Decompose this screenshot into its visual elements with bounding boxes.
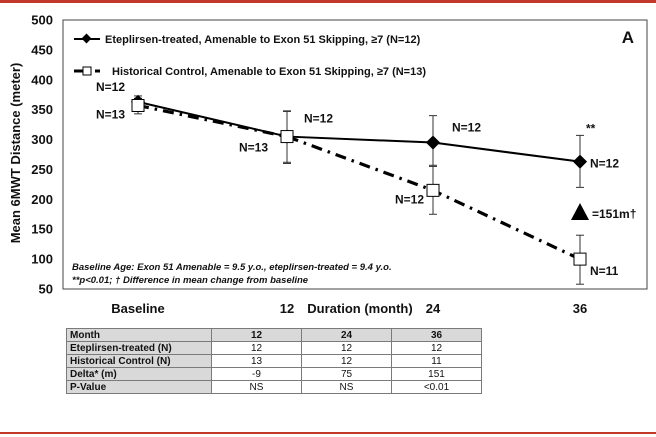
x-tick-label: 12 (279, 301, 295, 316)
eteplirsen-series-line (138, 102, 580, 162)
control-point (132, 99, 144, 111)
table-row-label: Eteplirsen-treated (N) (67, 342, 212, 355)
x-tick-label: 36 (572, 301, 588, 316)
y-axis-title: Mean 6MWT Distance (meter) (8, 62, 23, 244)
eteplirsen-n-label: N=12 (304, 111, 334, 126)
table-cell: 12 (302, 342, 392, 355)
table-cell: NS (212, 381, 302, 394)
table-row-label: Delta* (m) (67, 368, 212, 381)
table-cell: 13 (212, 355, 302, 368)
plot-frame (63, 20, 647, 289)
y-tick-labels (31, 13, 53, 297)
control-n-label: N=12 (395, 192, 425, 207)
x-tick-label: 24 (425, 301, 441, 316)
eteplirsen-n-label: N=12 (96, 79, 126, 94)
legend (74, 34, 426, 78)
eteplirsen-n-label: N=12 (452, 120, 482, 135)
table-row (67, 342, 482, 355)
y-tick-label: 300 (31, 132, 53, 148)
series-layer (96, 80, 636, 284)
bottom-rule (0, 432, 656, 434)
panel-letter: A (621, 28, 634, 47)
table-cell: 151 (392, 368, 482, 381)
y-tick-label: 450 (31, 42, 53, 58)
legend-label-eteplirsen: Eteplirsen-treated, Amenable to Exon 51 Skipping, ≥7 (N=12) (105, 34, 421, 46)
table-header-12: 12 (212, 329, 302, 342)
note-significance: **p<0.01; † Difference in mean change from baseline (72, 275, 309, 286)
legend-marker-control (83, 67, 91, 75)
delta-triangle-icon (571, 203, 589, 220)
y-tick-label: 50 (38, 281, 53, 297)
legend-marker-eteplirsen (82, 34, 92, 44)
legend-label-control: Historical Control, Amenable to Exon 51 Skipping, ≥7 (N=13) (112, 66, 426, 78)
table-cell: <0.01 (392, 381, 482, 394)
table-header-24: 24 (302, 329, 392, 342)
control-point (574, 253, 586, 265)
control-point (427, 184, 439, 196)
control-series-line (138, 105, 580, 259)
table-row (67, 381, 482, 394)
summary-table (66, 328, 482, 394)
y-tick-label: 200 (31, 191, 53, 207)
eteplirsen-point (426, 135, 440, 149)
y-tick-label: 400 (31, 72, 53, 88)
table-cell: 12 (212, 342, 302, 355)
table-cell: 12 (302, 355, 392, 368)
eteplirsen-n-label: N=12 (590, 156, 620, 171)
table-cell: 11 (392, 355, 482, 368)
x-axis-title: Duration (month) (307, 301, 413, 316)
table-header-36: 36 (392, 329, 482, 342)
table-row (67, 355, 482, 368)
y-tick-label: 100 (31, 251, 53, 267)
table-row-label: Historical Control (N) (67, 355, 212, 368)
table-row (67, 368, 482, 381)
control-n-label: N=13 (96, 107, 126, 122)
table-cell: -9 (212, 368, 302, 381)
table-header-month: Month (67, 329, 212, 342)
control-n-label: N=11 (590, 264, 619, 279)
y-tick-label: 250 (31, 161, 53, 177)
significance-marker: ** (586, 121, 596, 136)
table-cell: NS (302, 381, 392, 394)
table-header-row (67, 329, 482, 342)
control-point (281, 131, 293, 143)
eteplirsen-point (573, 155, 587, 169)
delta-label: =151m† (592, 207, 637, 221)
note-baseline-age: Baseline Age: Exon 51 Amenable = 9.5 y.o., eteplirsen-treated = 9.4 y.o. (72, 262, 392, 273)
x-tick-label: Baseline (111, 301, 165, 316)
table-row-label: P-Value (67, 381, 212, 394)
table-cell: 12 (392, 342, 482, 355)
table-cell: 75 (302, 368, 392, 381)
y-tick-label: 350 (31, 102, 53, 118)
y-tick-label: 500 (31, 12, 53, 28)
y-tick-label: 150 (31, 221, 53, 237)
control-n-label: N=13 (239, 140, 269, 155)
